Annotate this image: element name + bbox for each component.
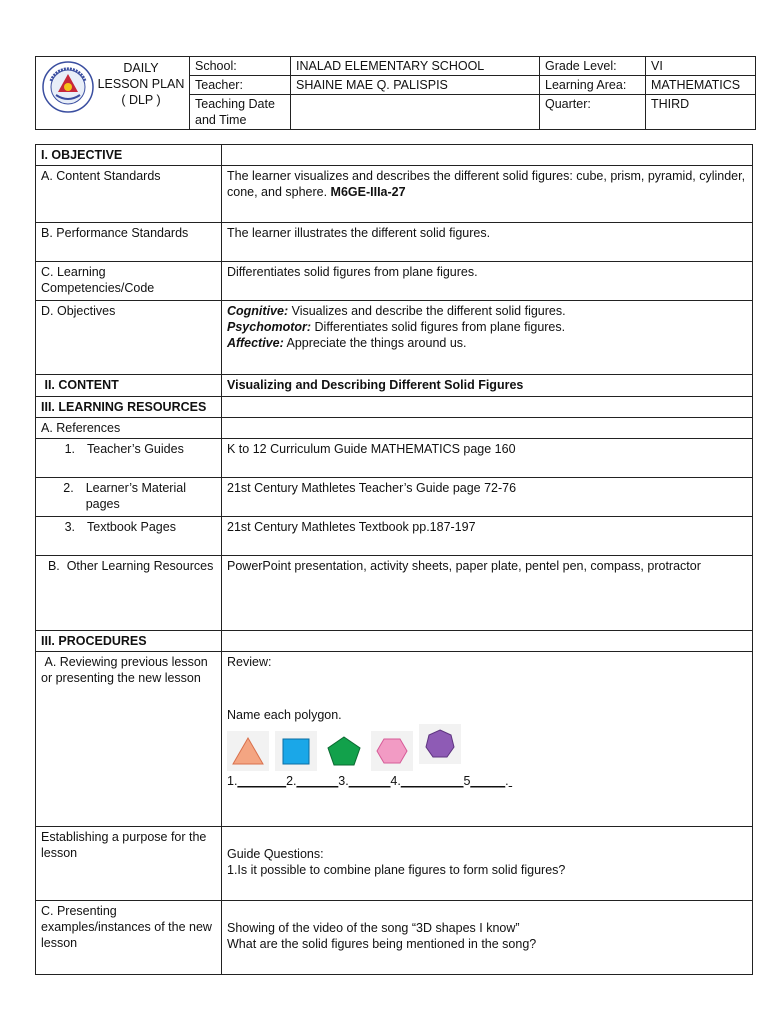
list-number: 1. (64, 442, 75, 456)
title-line: DAILY (123, 61, 159, 75)
title-line: ( DLP ) (121, 93, 161, 107)
square-icon (281, 736, 311, 766)
empty-cell (222, 145, 753, 166)
presenting-line-1: Showing of the video of the song “3D shapes I know” (227, 921, 520, 935)
other-resources-label: B. Other Learning Resources (36, 556, 222, 631)
list-number: 3. (64, 520, 75, 534)
reference-text-1: K to 12 Curriculum Guide MATHEMATICS page 160 (222, 439, 753, 478)
competencies-label: C. Learning Competencies/Code (36, 262, 222, 301)
hexagon-icon (375, 737, 409, 765)
date-value (291, 95, 540, 130)
answer-number: 1. (227, 774, 238, 788)
title-cell (36, 57, 190, 130)
answer-blanks (227, 773, 747, 789)
presenting-line-2: What are the solid figures being mentioned in the song? (227, 937, 537, 951)
quarter-value: THIRD (646, 95, 756, 130)
hexagon-box (371, 731, 413, 771)
review-label: A. Reviewing previous lesson or presenting the new lesson (36, 652, 222, 827)
purpose-label: Establishing a purpose for the lesson (36, 827, 222, 901)
school-value: INALAD ELEMENTARY SCHOOL (291, 57, 540, 76)
polygon-row (227, 731, 747, 771)
reference-label: Textbook Pages (87, 520, 176, 534)
square-box (275, 731, 317, 771)
triangle-box (227, 731, 269, 771)
psychomotor-line (227, 319, 747, 335)
references-label: A. References (36, 418, 222, 439)
objectives-text (222, 301, 753, 375)
content-standards-body: The learner visualizes and describes the different solid figures: cube, prism, pyramid, cylinder, cone, and sphere. (227, 169, 746, 199)
empty-cell (222, 397, 753, 418)
content-heading: II. CONTENT (36, 375, 222, 397)
answer-number: . (505, 774, 509, 788)
psychomotor-label: Psychomotor: (227, 320, 312, 334)
presenting-label: C. Presenting examples/instances of the new lesson (36, 901, 222, 975)
school-label: School: (190, 57, 291, 76)
answer-number: 4. (390, 774, 401, 788)
pentagon-box (323, 731, 365, 771)
content-standards-label: A. Content Standards (36, 166, 222, 223)
grade-label: Grade Level: (540, 57, 646, 76)
presenting-content (222, 901, 753, 975)
content-text: Visualizing and Describing Different Solid Figures (222, 375, 753, 397)
review-content (222, 652, 753, 827)
review-instruction: Name each polygon. (227, 708, 342, 722)
affective-text: Appreciate the things around us. (283, 336, 467, 350)
answer-number: 3. (338, 774, 349, 788)
cognitive-line (227, 303, 747, 319)
affective-label: Affective: (227, 336, 284, 350)
grade-value: VI (646, 57, 756, 76)
resources-heading: III. LEARNING RESOURCES (36, 397, 222, 418)
answer-blank: _______ (237, 774, 287, 788)
title-line: LESSON PLAN (97, 77, 185, 91)
dlp-title (96, 60, 186, 108)
heptagon-box (419, 724, 461, 764)
teacher-value: SHAINE MAE Q. PALISPIS (291, 76, 540, 95)
answer-blank: _____ (470, 774, 506, 788)
reference-item-2 (36, 478, 222, 517)
reference-item-3 (36, 517, 222, 556)
triangle-icon (231, 736, 265, 766)
content-standards-text (222, 166, 753, 223)
performance-standards-label: B. Performance Standards (36, 223, 222, 262)
list-number: 2. (63, 481, 74, 495)
guide-question-1: 1.Is it possible to combine plane figures to form solid figures? (227, 863, 566, 877)
lesson-plan-table (35, 144, 753, 975)
heptagon-icon (424, 728, 456, 760)
answer-blank: _________ (400, 774, 464, 788)
header-table (35, 56, 756, 130)
area-label: Learning Area: (540, 76, 646, 95)
cognitive-text: Visualizes and describe the different solid figures. (288, 304, 566, 318)
guide-questions-title: Guide Questions: (227, 847, 324, 861)
date-label-line: Teaching Date (195, 97, 275, 111)
answer-blank: ______ (348, 774, 391, 788)
answer-blank: ______ (296, 774, 339, 788)
reference-label: Teacher’s Guides (87, 442, 184, 456)
affective-line (227, 335, 747, 351)
objective-heading: I. OBJECTIVE (36, 145, 222, 166)
other-resources-text: PowerPoint presentation, activity sheets, paper plate, pentel pen, compass, protractor (222, 556, 753, 631)
area-value: MATHEMATICS (646, 76, 756, 95)
pentagon-icon (326, 735, 362, 767)
review-title: Review: (227, 655, 272, 669)
content-standards-code: M6GE-IIIa-27 (330, 185, 406, 199)
answer-blank (509, 773, 512, 789)
empty-cell (222, 631, 753, 652)
cognitive-label: Cognitive: (227, 304, 289, 318)
purpose-content (222, 827, 753, 901)
deped-seal-icon (42, 61, 94, 113)
teacher-label: Teacher: (190, 76, 291, 95)
date-label-line: and Time (195, 113, 247, 127)
psychomotor-text: Differentiates solid figures from plane figures. (311, 320, 566, 334)
answer-number: 5 (463, 774, 471, 788)
competencies-text: Differentiates solid figures from plane figures. (222, 262, 753, 301)
reference-text-2: 21st Century Mathletes Teacher’s Guide page 72-76 (222, 478, 753, 517)
empty-cell (222, 418, 753, 439)
quarter-label: Quarter: (540, 95, 646, 130)
date-label (190, 95, 291, 130)
performance-standards-text: The learner illustrates the different solid figures. (222, 223, 753, 262)
answer-number: 2. (286, 774, 297, 788)
reference-item-1 (36, 439, 222, 478)
objectives-label: D. Objectives (36, 301, 222, 375)
procedures-heading: III. PROCEDURES (36, 631, 222, 652)
reference-text-3: 21st Century Mathletes Textbook pp.187-197 (222, 517, 753, 556)
reference-label: Learner’s Material pages (85, 481, 186, 511)
